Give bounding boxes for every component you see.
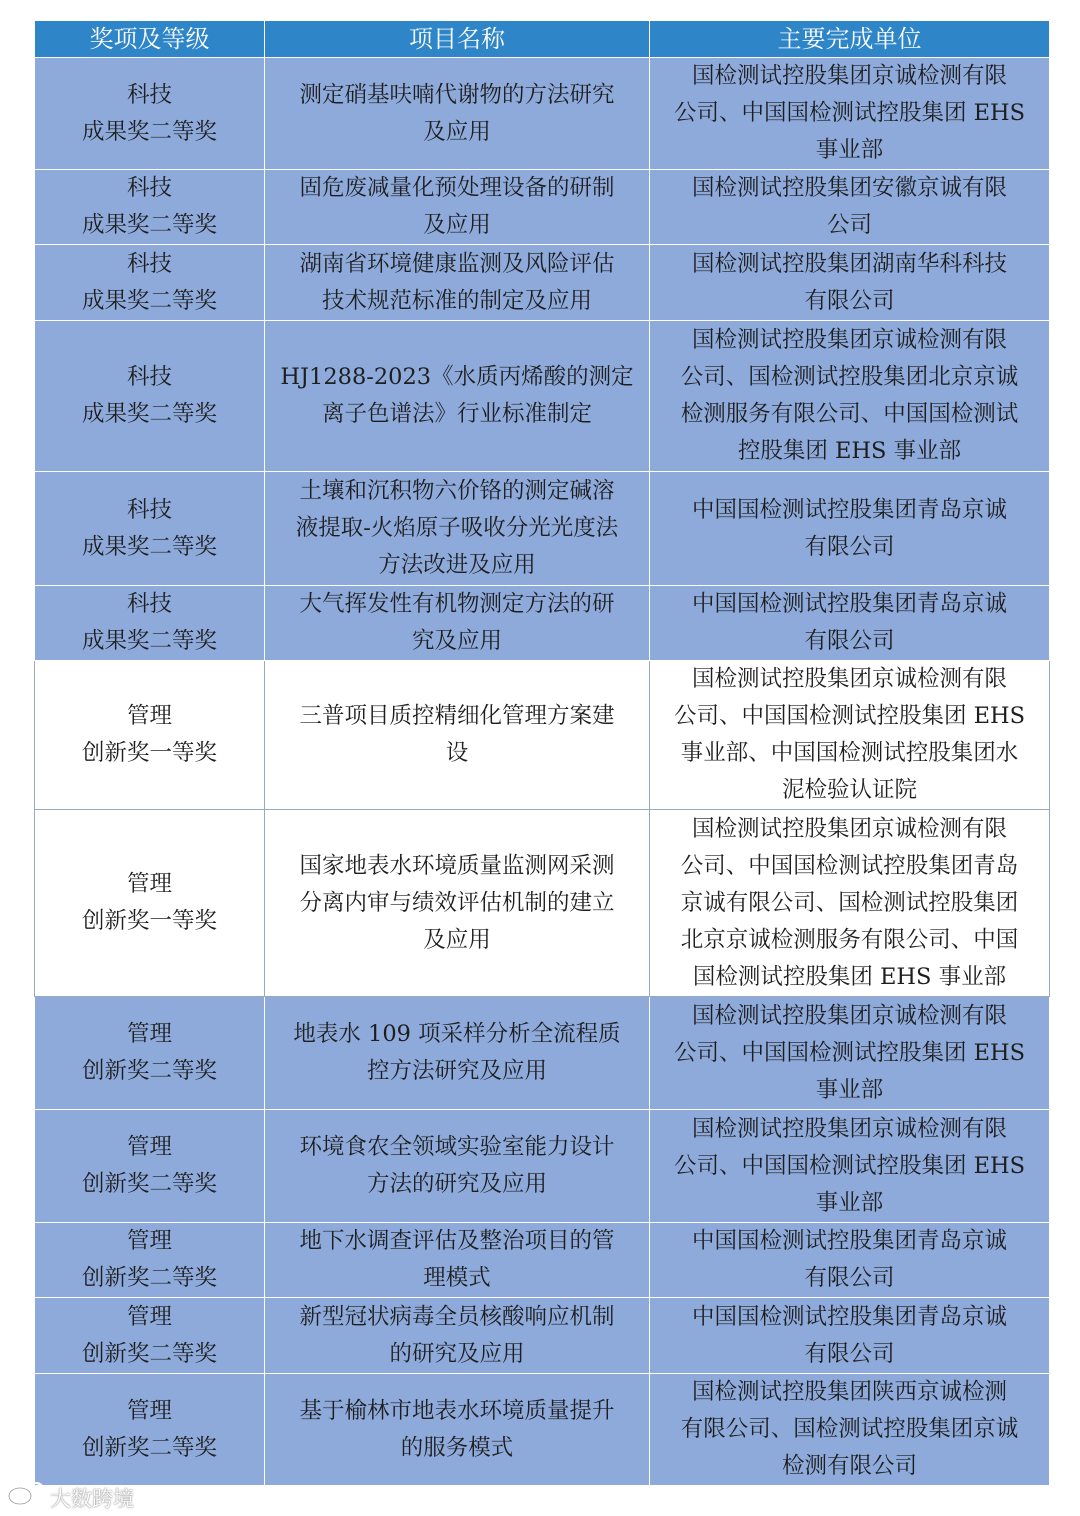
award-cell: [35, 1298, 265, 1374]
unit-cell-line: 检测有限公司: [781, 1453, 917, 1479]
award-cell: [35, 321, 265, 472]
table-header-row: [35, 21, 1050, 58]
award-cell-line: 创新奖二等奖: [81, 1058, 217, 1084]
project-name-cell: [265, 1298, 650, 1374]
unit-cell-line: 公司、中国国检测试控股集团 EHS: [673, 703, 1026, 729]
project-name-cell: [265, 245, 650, 321]
unit-cell-line: 国检测试控股集团京诚检测有限: [691, 1002, 1007, 1029]
watermark: [6, 1482, 134, 1513]
award-cell-line: 成果奖二等奖: [81, 212, 217, 238]
unit-cell: [650, 321, 1050, 472]
award-cell-line: 管理: [126, 1228, 172, 1254]
project-name-cell-line: 究及应用: [411, 628, 502, 654]
unit-cell: [650, 1374, 1050, 1486]
award-cell: [35, 586, 265, 661]
table-row: [35, 661, 1050, 810]
project-name-cell-line: 离子色谱法》行业标准制定: [321, 401, 592, 427]
table-row: [35, 321, 1050, 472]
project-name-cell-line: 固危废减量化预处理设备的研制: [299, 175, 615, 201]
unit-cell-line: 事业部: [815, 137, 884, 163]
project-name-cell-line: 地下水调查评估及整治项目的管: [299, 1228, 615, 1254]
unit-cell-line: 泥检验认证院: [781, 777, 917, 803]
award-cell: [35, 245, 265, 321]
project-name-cell-line: 的研究及应用: [389, 1340, 525, 1367]
award-cell-line: 创新奖二等奖: [81, 1434, 217, 1461]
unit-cell-line: 控股集团 EHS 事业部: [737, 438, 962, 464]
award-cell-line: 科技: [126, 591, 172, 617]
project-name-cell-line: 地表水 109 项采样分析全流程质: [293, 1021, 621, 1047]
award-cell-line: 创新奖二等奖: [81, 1340, 217, 1367]
unit-cell-line: 有限公司: [804, 287, 895, 314]
unit-cell: [650, 586, 1050, 661]
award-cell-line: 成果奖二等奖: [81, 287, 217, 314]
award-cell-line: 管理: [126, 703, 172, 729]
unit-cell-line: 有限公司: [804, 1265, 895, 1291]
unit-cell-line: 公司、中国国检测试控股集团 EHS: [673, 100, 1026, 126]
watermark-text: 大数跨境: [50, 1487, 134, 1511]
unit-cell-line: 京诚有限公司、国检测试控股集团: [680, 889, 1019, 916]
unit-cell-line: 有限公司: [804, 533, 895, 560]
unit-cell: [650, 170, 1050, 245]
unit-cell: [650, 997, 1050, 1110]
unit-cell-line: 中国国检测试控股集团青岛京诚: [691, 1228, 1007, 1254]
award-cell-line: 成果奖二等奖: [81, 628, 217, 654]
unit-cell-line: 有限公司、国检测试控股集团京诚: [680, 1416, 1019, 1442]
award-cell: [35, 472, 265, 586]
project-name-cell-line: 测定硝基呋喃代谢物的方法研究: [299, 81, 615, 108]
unit-cell: [650, 661, 1050, 810]
project-name-cell-line: 技术规范标准的制定及应用: [321, 287, 592, 314]
project-name-cell: [265, 810, 650, 997]
table-row: [35, 58, 1050, 170]
award-cell: [35, 1374, 265, 1486]
project-name-cell-line: 及应用: [423, 118, 491, 145]
project-name-cell: [265, 1223, 650, 1298]
award-cell: [35, 1110, 265, 1223]
project-name-cell-line: 土壤和沉积物六价铬的测定碱溶: [299, 478, 615, 504]
project-name-cell: [265, 586, 650, 661]
table-row: [35, 1110, 1050, 1223]
project-name-cell-line: 国家地表水环境质量监测网采测: [299, 852, 615, 879]
project-name-cell-line: 及应用: [423, 926, 491, 953]
award-cell-line: 管理: [126, 1021, 172, 1047]
award-cell-line: 科技: [126, 496, 172, 523]
unit-cell-line: 国检测试控股集团 EHS 事业部: [692, 963, 1007, 990]
unit-cell-line: 国检测试控股集团湖南华科科技: [691, 250, 1007, 277]
header-award-level: 奖项及等级: [35, 21, 265, 58]
award-cell: [35, 170, 265, 245]
project-name-cell-line: 设: [445, 740, 469, 766]
award-cell-line: 管理: [126, 1303, 172, 1330]
unit-cell-line: 事业部、中国国检测试控股集团水: [680, 740, 1019, 766]
project-name-cell: [265, 1374, 650, 1486]
award-cell-line: 创新奖二等奖: [81, 1171, 217, 1197]
unit-cell-line: 公司、国检测试控股集团北京京诚: [680, 364, 1019, 390]
unit-cell-line: 公司、中国国检测试控股集团青岛: [680, 852, 1019, 879]
project-name-cell-line: 控方法研究及应用: [366, 1058, 547, 1084]
award-cell-line: 管理: [126, 1397, 172, 1424]
project-name-cell-line: 及应用: [423, 212, 491, 238]
award-cell-line: 科技: [126, 175, 172, 201]
award-cell: [35, 661, 265, 810]
unit-cell-line: 中国国检测试控股集团青岛京诚: [691, 591, 1007, 617]
table-row: [35, 245, 1050, 321]
unit-cell-line: 有限公司: [804, 628, 895, 654]
unit-cell: [650, 472, 1050, 586]
award-cell-line: 成果奖二等奖: [81, 401, 217, 427]
award-cell-line: 科技: [126, 364, 172, 390]
unit-cell: [650, 1223, 1050, 1298]
table-row: [35, 1223, 1050, 1298]
project-name-cell-line: 分离内审与绩效评估机制的建立: [299, 889, 615, 916]
unit-cell-line: 检测服务有限公司、中国国检测试: [680, 401, 1019, 427]
project-name-cell-line: 三普项目质控精细化管理方案建: [299, 703, 615, 729]
award-cell-line: 成果奖二等奖: [81, 118, 217, 145]
project-name-cell: [265, 58, 650, 170]
table-body: [35, 58, 1050, 1486]
project-name-cell-line: 环境食农全领域实验室能力设计: [299, 1134, 615, 1160]
table-row: [35, 586, 1050, 661]
award-cell-line: 成果奖二等奖: [81, 533, 217, 560]
project-name-cell-line: 方法改进及应用: [378, 552, 536, 578]
unit-cell: [650, 1110, 1050, 1223]
unit-cell: [650, 58, 1050, 170]
award-cell: [35, 810, 265, 997]
award-cell: [35, 58, 265, 170]
unit-cell-line: 公司、中国国检测试控股集团 EHS: [673, 1152, 1026, 1179]
unit-cell: [650, 245, 1050, 321]
award-cell-line: 创新奖一等奖: [81, 740, 217, 766]
unit-cell-line: 国检测试控股集团京诚检测有限: [691, 63, 1007, 89]
unit-cell-line: 中国国检测试控股集团青岛京诚: [691, 496, 1007, 523]
award-cell-line: 科技: [126, 250, 172, 277]
award-cell-line: 管理: [126, 871, 172, 897]
table-row: [35, 170, 1050, 245]
project-name-cell-line: 大气挥发性有机物测定方法的研: [299, 591, 615, 617]
unit-cell-line: 有限公司: [804, 1340, 895, 1367]
project-name-cell: [265, 997, 650, 1110]
award-cell: [35, 997, 265, 1110]
header-main-units: 主要完成单位: [650, 21, 1050, 58]
project-name-cell-line: 新型冠状病毒全员核酸响应机制: [299, 1303, 615, 1330]
project-name-cell: [265, 472, 650, 586]
unit-cell-line: 中国国检测试控股集团青岛京诚: [691, 1303, 1007, 1330]
award-cell-line: 创新奖二等奖: [81, 1265, 217, 1291]
project-name-cell: [265, 321, 650, 472]
unit-cell-line: 公司、中国国检测试控股集团 EHS: [673, 1039, 1026, 1066]
project-name-cell-line: 理模式: [423, 1265, 491, 1291]
weibo-logo-icon: [6, 1482, 50, 1511]
project-name-cell: [265, 1110, 650, 1223]
project-name-cell: [265, 170, 650, 245]
award-cell-line: 管理: [126, 1134, 172, 1160]
unit-cell-line: 国检测试控股集团安徽京诚有限: [691, 175, 1007, 201]
project-name-cell: [265, 661, 650, 810]
project-name-cell-line: 基于榆林市地表水环境质量提升: [299, 1397, 615, 1424]
table-row: [35, 810, 1050, 997]
table-row: [35, 472, 1050, 586]
unit-cell: [650, 1298, 1050, 1374]
table-row: [35, 1374, 1050, 1486]
unit-cell-line: 国检测试控股集团京诚检测有限: [691, 327, 1007, 353]
table-row: [35, 1298, 1050, 1374]
unit-cell-line: 事业部: [815, 1076, 884, 1103]
awards-table: [34, 20, 1050, 1486]
award-cell-line: 创新奖一等奖: [81, 908, 217, 934]
unit-cell-line: 事业部: [815, 1189, 884, 1216]
unit-cell: [650, 810, 1050, 997]
award-cell-line: 科技: [126, 81, 172, 108]
unit-cell-line: 国检测试控股集团京诚检测有限: [691, 666, 1007, 692]
award-cell: [35, 1223, 265, 1298]
unit-cell-line: 国检测试控股集团京诚检测有限: [691, 1115, 1007, 1142]
project-name-cell-line: 液提取-火焰原子吸收分光光度法: [295, 515, 619, 541]
unit-cell-line: 公司: [826, 212, 872, 238]
unit-cell-line: 国检测试控股集团京诚检测有限: [691, 815, 1007, 842]
project-name-cell-line: 的服务模式: [400, 1434, 514, 1461]
project-name-cell-line: 湖南省环境健康监测及风险评估: [299, 250, 615, 277]
unit-cell-line: 国检测试控股集团陕西京诚检测: [691, 1379, 1007, 1405]
project-name-cell-line: HJ1288-2023《水质丙烯酸的测定: [280, 364, 634, 390]
project-name-cell-line: 方法的研究及应用: [366, 1171, 547, 1197]
table-row: [35, 997, 1050, 1110]
header-project-name: 项目名称: [265, 21, 650, 58]
unit-cell-line: 北京京诚检测服务有限公司、中国: [680, 926, 1019, 953]
